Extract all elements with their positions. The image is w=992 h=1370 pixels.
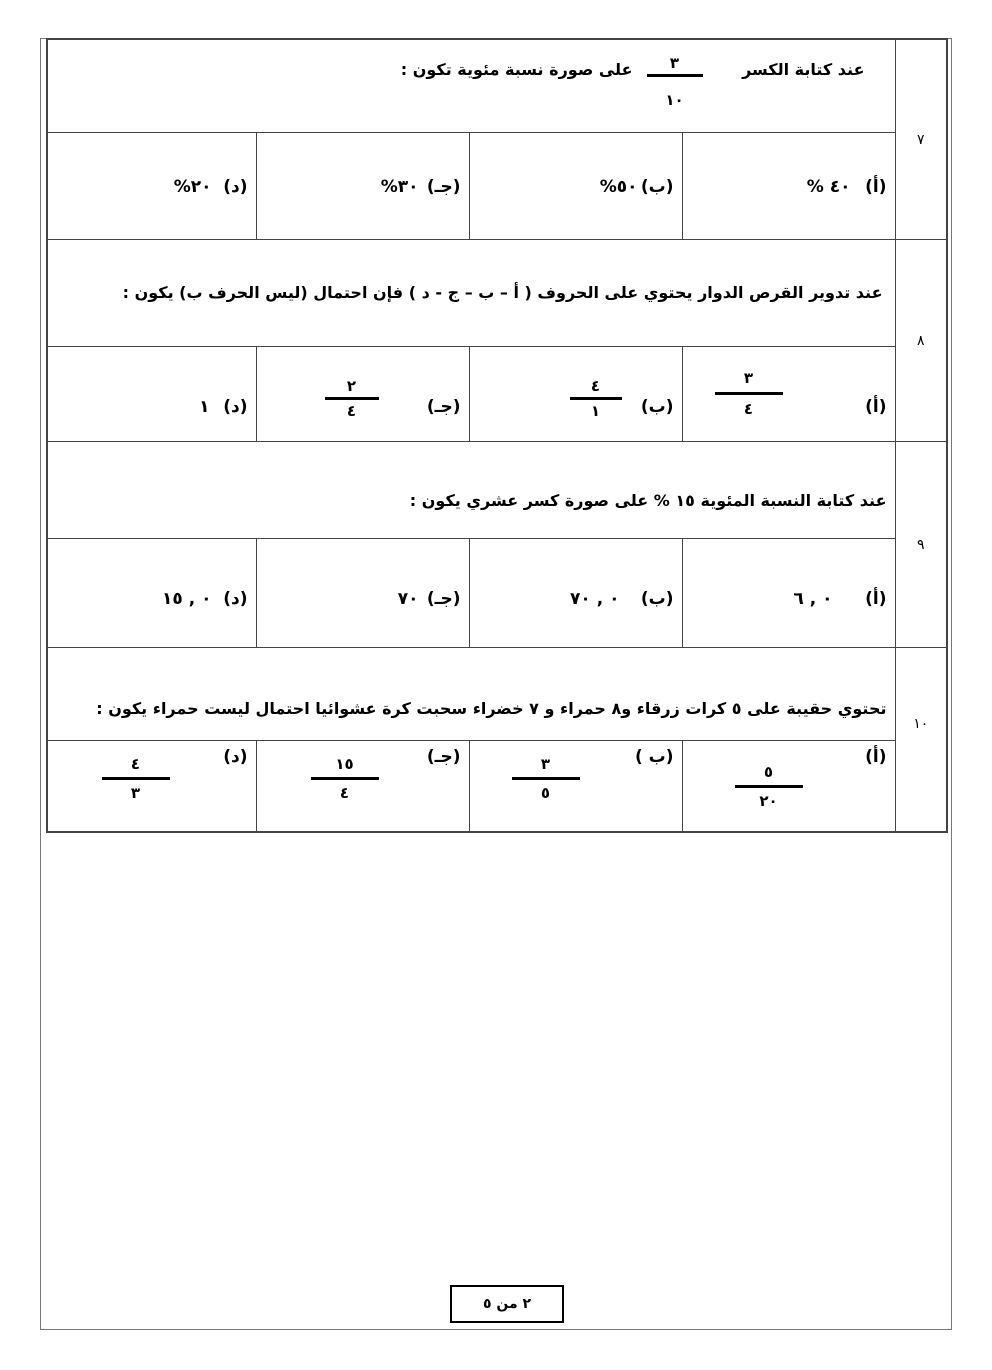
option-d[interactable] bbox=[47, 539, 256, 648]
option-b[interactable] bbox=[469, 741, 682, 833]
question-7-fraction bbox=[647, 54, 703, 109]
option-label: (ب) bbox=[640, 397, 674, 417]
option-value: ٥٠% bbox=[599, 177, 638, 197]
question-8-stem-row bbox=[47, 240, 947, 347]
page-number-footer: ٢ من ٥ bbox=[450, 1285, 564, 1323]
question-9-text: عند كتابة النسبة المئوية ١٥ % على صورة كسر عشري يكون : bbox=[409, 491, 887, 510]
fraction-numerator: ١٥ bbox=[335, 755, 354, 773]
option-c[interactable] bbox=[256, 741, 469, 833]
option-value: ٧٠ bbox=[397, 589, 419, 609]
option-label: (جـ) bbox=[426, 177, 461, 197]
fraction-numerator: ٤ bbox=[590, 377, 601, 395]
option-label: (أ) bbox=[865, 177, 887, 197]
question-9-text-cell bbox=[47, 442, 895, 539]
option-b[interactable] bbox=[469, 347, 682, 442]
option-fraction bbox=[735, 763, 803, 810]
fraction-bar bbox=[311, 777, 379, 780]
option-value: ٠ , ١٥ bbox=[162, 589, 212, 609]
question-8-text: عند تدوير القرص الدوار يحتوي على الحروف ( أ – ب – ج - د ) فإن احتمال (ليس الحرف ب) يكون : bbox=[122, 283, 883, 302]
option-a[interactable] bbox=[682, 347, 895, 442]
option-c[interactable] bbox=[256, 133, 469, 240]
option-label: (ب ) bbox=[634, 747, 674, 767]
option-value: ١ bbox=[199, 397, 210, 417]
fraction-denominator: ١ bbox=[590, 402, 601, 420]
option-d[interactable] bbox=[47, 347, 256, 442]
question-9-stem-row bbox=[47, 442, 947, 539]
option-a[interactable] bbox=[682, 539, 895, 648]
option-label: (جـ) bbox=[426, 747, 461, 767]
fraction-numerator: ٥ bbox=[763, 763, 774, 781]
option-b[interactable] bbox=[469, 539, 682, 648]
fraction-denominator: ١٠ bbox=[665, 91, 684, 109]
question-8-options-row bbox=[47, 347, 947, 442]
questions-table bbox=[46, 38, 948, 833]
option-b[interactable] bbox=[469, 133, 682, 240]
fraction-denominator: ٤ bbox=[743, 400, 754, 418]
option-value: ٠ , ٧٠ bbox=[570, 589, 620, 609]
fraction-bar bbox=[715, 392, 783, 395]
option-label: (أ) bbox=[865, 397, 887, 417]
fraction-bar bbox=[512, 777, 580, 780]
question-7-text-after: على صورة نسبة مئوية تكون : bbox=[400, 60, 633, 79]
fraction-denominator: ٤ bbox=[346, 402, 357, 420]
option-label: (ب) bbox=[640, 177, 674, 197]
option-fraction bbox=[715, 369, 783, 418]
option-c[interactable] bbox=[256, 347, 469, 442]
fraction-denominator: ٣ bbox=[130, 784, 141, 802]
question-10-text-cell bbox=[47, 648, 895, 741]
question-9-options-row bbox=[47, 539, 947, 648]
fraction-numerator: ٣ bbox=[743, 369, 754, 387]
question-7-stem-row bbox=[47, 39, 947, 133]
option-fraction bbox=[102, 755, 170, 802]
option-label: (أ) bbox=[865, 589, 887, 609]
option-fraction bbox=[570, 377, 622, 420]
option-a[interactable] bbox=[682, 741, 895, 833]
question-7-text-cell bbox=[47, 39, 895, 133]
fraction-bar bbox=[647, 74, 703, 77]
fraction-bar bbox=[735, 785, 803, 788]
option-label: (د) bbox=[223, 589, 248, 609]
option-label: (د) bbox=[223, 177, 248, 197]
question-number: ١٠ bbox=[895, 648, 947, 833]
fraction-numerator: ٣ bbox=[669, 54, 680, 72]
fraction-numerator: ٣ bbox=[540, 755, 551, 773]
option-value: ٢٠% bbox=[173, 177, 212, 197]
fraction-bar bbox=[325, 397, 379, 400]
option-a[interactable] bbox=[682, 133, 895, 240]
option-value: ٤٠ % bbox=[806, 177, 851, 197]
option-fraction bbox=[512, 755, 580, 802]
fraction-denominator: ٤ bbox=[339, 784, 350, 802]
question-number: ٨ bbox=[895, 240, 947, 442]
question-7-text-before: عند كتابة الكسر bbox=[742, 60, 865, 79]
option-value: ٣٠% bbox=[380, 177, 419, 197]
option-label: (جـ) bbox=[426, 397, 461, 417]
question-number: ٧ bbox=[895, 39, 947, 240]
option-d[interactable] bbox=[47, 741, 256, 833]
option-value: ٠ , ٦ bbox=[793, 589, 833, 609]
fraction-numerator: ٢ bbox=[346, 377, 357, 395]
question-10-options-row bbox=[47, 741, 947, 833]
option-label: (ب) bbox=[640, 589, 674, 609]
option-label: (أ) bbox=[865, 747, 887, 767]
option-label: (جـ) bbox=[426, 589, 461, 609]
question-10-stem-row bbox=[47, 648, 947, 741]
fraction-denominator: ٥ bbox=[540, 784, 551, 802]
fraction-bar bbox=[102, 777, 170, 780]
fraction-numerator: ٤ bbox=[130, 755, 141, 773]
question-7-options-row bbox=[47, 133, 947, 240]
option-fraction bbox=[325, 377, 379, 420]
option-label: (د) bbox=[223, 397, 248, 417]
fraction-bar bbox=[570, 397, 622, 400]
option-d[interactable] bbox=[47, 133, 256, 240]
option-c[interactable] bbox=[256, 539, 469, 648]
question-8-text-cell bbox=[47, 240, 895, 347]
option-fraction bbox=[311, 755, 379, 802]
option-label: (د) bbox=[223, 747, 248, 767]
fraction-denominator: ٢٠ bbox=[759, 792, 778, 810]
question-number: ٩ bbox=[895, 442, 947, 648]
question-10-text: تحتوي حقيبة على ٥ كرات زرقاء و٨ حمراء و ٧ خضراء سحبت كرة عشوائيا احتمال ليست حمراء يكون : bbox=[96, 699, 887, 718]
